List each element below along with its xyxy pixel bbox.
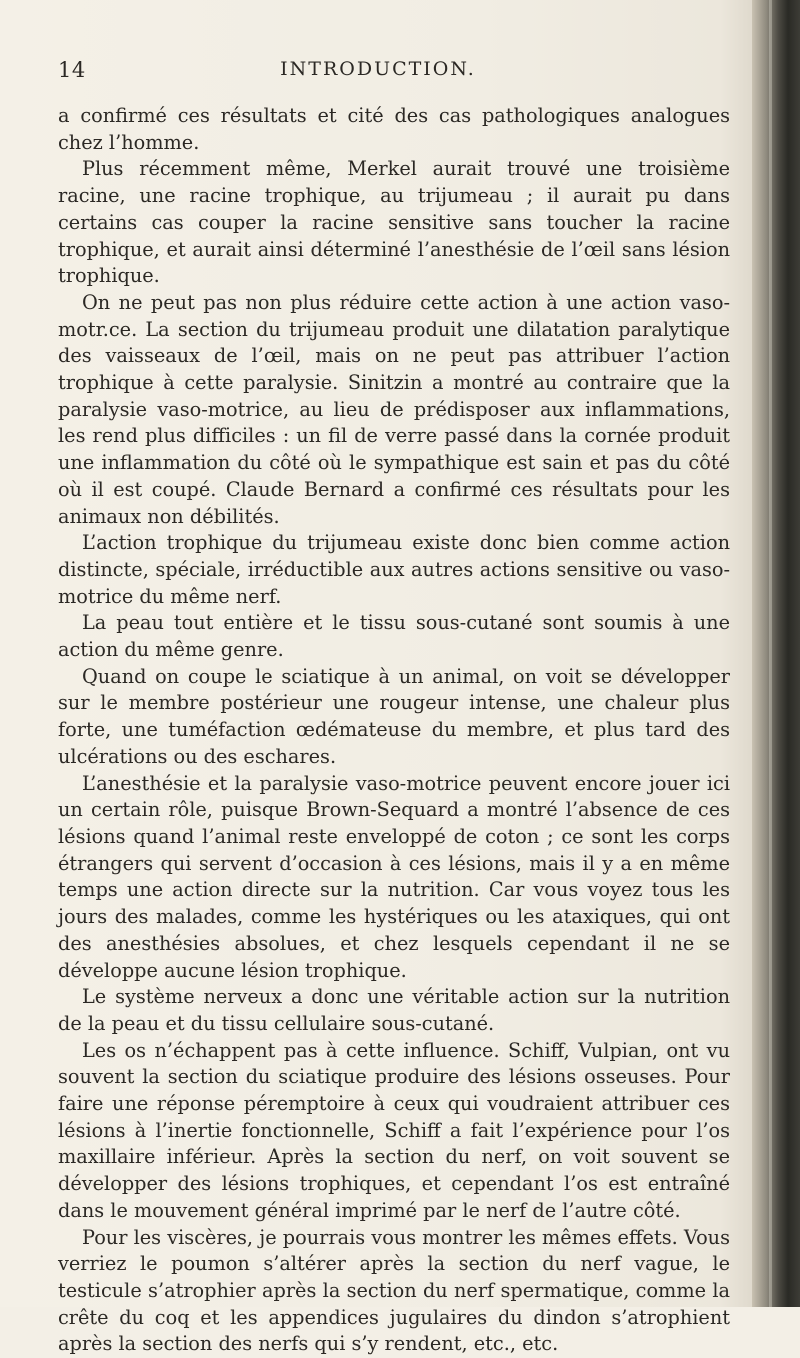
paragraph-1: a confirmé ces résultats et cité des cas pathologiques analogues chez l’homme.	[58, 104, 730, 154]
paragraph-4: L’action trophique du trijumeau existe donc bien comme action distincte, spéciale, irréductible aux autres actions sensitive ou vaso-motrice du même nerf.	[58, 531, 730, 608]
paragraph-10: Pour les viscères, je pourrais vous montrer les mêmes effets. Vous verriez le poumon s’altérer après la section du nerf vague, le testicule s’atrophier après la section du nerf spermatique, comme la crête du coq et les appendices jugulaires du dindon s’atrophient après la section des nerfs qui s’y rendent, etc., etc.	[58, 1225, 730, 1356]
page-edge-shadow	[752, 0, 800, 1307]
paragraph-8: Le système nerveux a donc une véritable action sur la nutrition de la peau et du tissu cellulaire sous-cutané.	[58, 985, 730, 1035]
paragraph-2: Plus récemment même, Merkel aurait trouvé une troisième racine, une racine trophique, au trijumeau ; il aurait pu dans certains cas couper la racine sensitive sans toucher la racine trophique, et aurait ainsi déterminé l’anesthésie de l’œil sans lésion trophique.	[58, 157, 730, 288]
running-title: INTRODUCTION.	[280, 58, 476, 80]
body-text	[58, 103, 730, 1358]
paragraph-6: Quand on coupe le sciatique à un animal, on voit se développer sur le membre postérieur une rougeur intense, une chaleur plus forte, une tuméfaction œdémateuse du membre, et plus tard des ulcérations ou des eschares.	[58, 664, 730, 768]
paragraph-5: La peau tout entière et le tissu sous-cutané sont soumis à une action du même genre.	[58, 611, 730, 662]
paragraph-3: On ne peut pas non plus réduire cette action à une action vaso-motr.ce. La section du trijumeau produit une dilatation paralytique des vaisseaux de l’œil, mais on ne peut pas attribuer l’action trophique à cette paralysie. Sinitzin a montré au contraire que la paralysie vaso-motrice, au lieu de prédisposer aux inflammations, les rend plus difficiles : un fil de verre passé dans la cornée produit une inflammation du côté où le sympathique est sain et pas du côté où il est coupé. Claude Bernard a confirmé ces résultats pour les animaux non débilités.	[58, 290, 730, 528]
paragraph-7: L’anesthésie et la paralysie vaso-motrice peuvent encore jouer ici un certain rôle, puisque Brown-Sequard a montré l’absence de ces lésions quand l’animal reste enveloppé de coton ; ce sont les corps étrangers qui servent d’occasion à ces lésions, mais il y a en même temps une action directe sur la nutrition. Car vous voyez tous les jours des malades, comme les hystériques ou les ataxiques, qui ont des anesthésies absolues, et chez lesquels cependant il ne se développe aucune lésion trophique.	[58, 771, 730, 982]
page-number: 14	[58, 58, 86, 82]
paragraph-9: Les os n’échappent pas à cette influence. Schiff, Vulpian, ont vu souvent la section du sciatique produire des lésions osseuses. Pour faire une réponse péremptoire à ceux qui voudraient attribuer ces lésions à l’inertie fonctionnelle, Schiff a fait l’expérience pour l’os maxillaire inférieur. Après la section du nerf, on voit souvent se développer des lésions trophiques, et cependant l’os est entraîné dans le mouvement général imprimé par le nerf de l’autre côté.	[58, 1038, 730, 1222]
page-edge-highlight	[769, 0, 772, 1307]
page-header	[58, 58, 698, 88]
